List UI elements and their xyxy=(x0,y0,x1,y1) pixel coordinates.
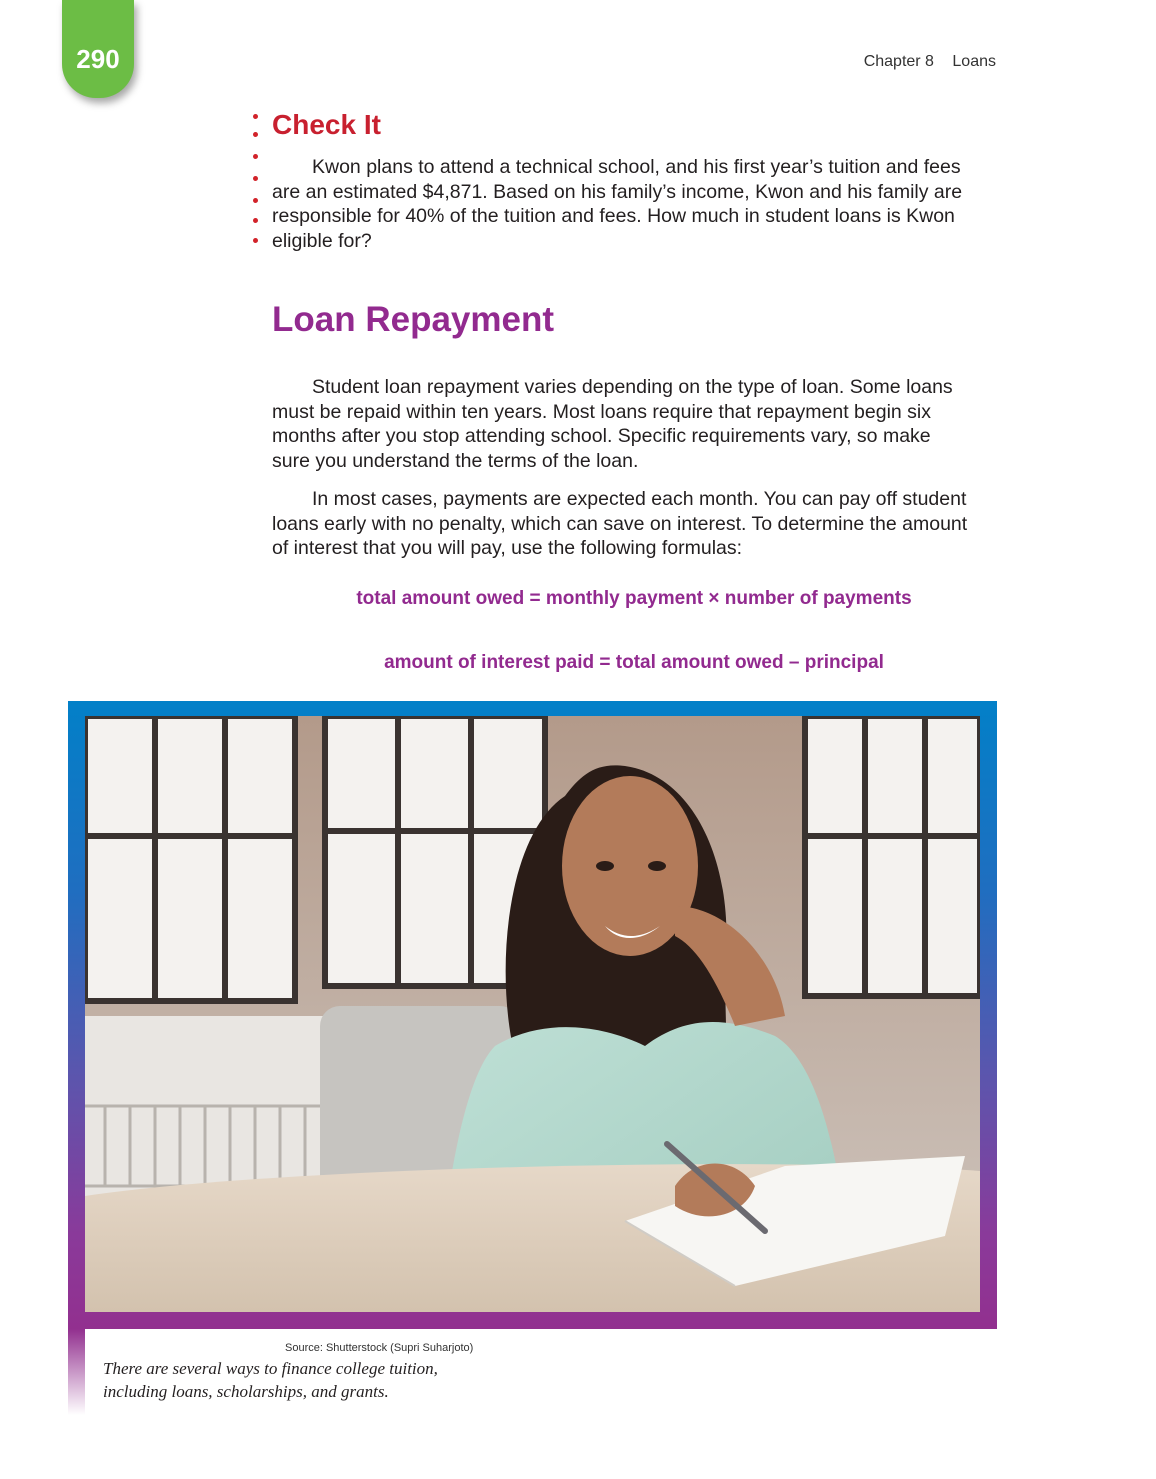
student-photo xyxy=(85,716,980,1312)
body-paragraph-1 xyxy=(272,375,1000,473)
check-it-line: eligible for? xyxy=(272,229,372,252)
paragraph-line: sure you understand the terms of the loan. xyxy=(272,449,639,472)
dot-icon xyxy=(253,238,258,243)
dot-icon xyxy=(253,114,258,119)
caption-line: There are several ways to finance college tuition, xyxy=(103,1359,438,1378)
body-paragraph-2 xyxy=(272,487,1000,561)
caption-line: including loans, scholarships, and grants. xyxy=(103,1382,389,1401)
dot-icon xyxy=(253,218,258,223)
check-it-line: Kwon plans to attend a technical school, and his first year’s tuition and fees xyxy=(312,156,961,178)
page-number: 290 xyxy=(76,44,120,74)
paragraph-line: of interest that you will pay, use the following formulas: xyxy=(272,537,743,560)
running-head xyxy=(850,53,996,71)
dot-icon xyxy=(253,154,258,159)
paragraph-line: In most cases, payments are expected each month. You can pay off student xyxy=(312,488,967,510)
section-title: Loan Repayment xyxy=(272,300,554,339)
formula-total-owed: total amount owed = monthly payment × number of payments xyxy=(356,588,912,609)
chapter-title: Loans xyxy=(952,53,996,70)
paragraph-line: loans early with no penalty, which can save on interest. To determine the amount xyxy=(272,512,968,535)
page-number-tab xyxy=(62,0,134,98)
dot-icon xyxy=(253,198,258,203)
dot-icon xyxy=(253,176,258,181)
photo-frame xyxy=(68,701,997,1329)
check-it-dots xyxy=(251,112,263,252)
paragraph-line: Student loan repayment varies depending on the type of loan. Some loans xyxy=(312,376,953,398)
check-it-line: responsible for 40% of the tuition and fees. How much in student loans is Kwon xyxy=(272,205,955,228)
formula-interest-paid: amount of interest paid = total amount owed – principal xyxy=(384,652,884,673)
check-it-line: are an estimated $4,871. Based on his family’s income, Kwon and his family are xyxy=(272,180,963,203)
dot-icon xyxy=(253,132,258,137)
paragraph-line: months after you stop attending school. Specific requirements vary, so make xyxy=(272,425,931,448)
caption-accent-bar xyxy=(68,1329,85,1415)
photo-source: Source: Shutterstock (Supri Suharjoto) xyxy=(285,1342,474,1354)
chapter-label: Chapter 8 xyxy=(863,53,934,70)
photo-caption xyxy=(103,1357,523,1403)
paragraph-line: must be repaid within ten years. Most loans require that repayment begin six xyxy=(272,400,932,423)
check-it-paragraph xyxy=(272,155,1000,253)
check-it-title: Check It xyxy=(272,109,381,140)
